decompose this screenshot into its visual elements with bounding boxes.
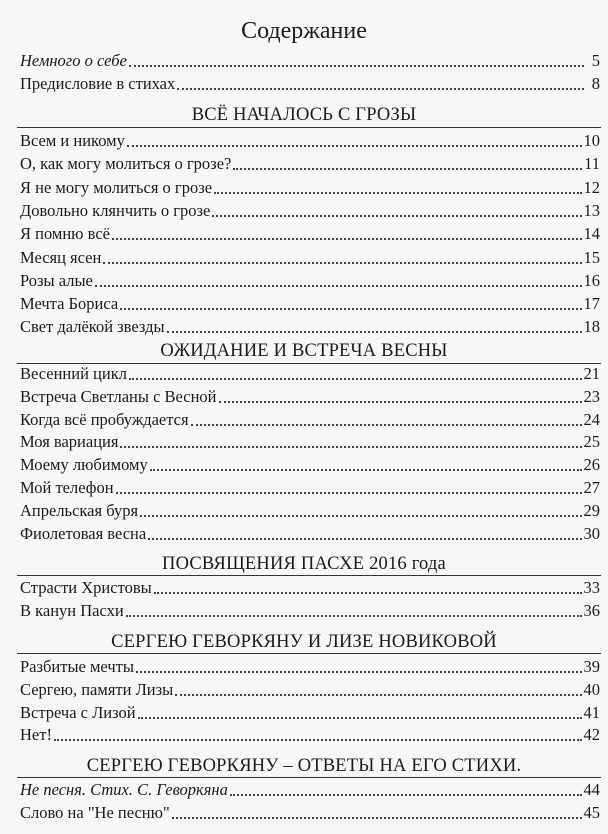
- page-number: 13: [583, 200, 600, 220]
- page-number: 21: [583, 364, 600, 383]
- toc-entry[interactable]: [20, 153, 600, 175]
- dot-leader: [120, 446, 581, 448]
- toc-entry[interactable]: [20, 724, 600, 746]
- entry-title: Месяц ясен: [20, 247, 102, 267]
- page-number: 15: [583, 247, 600, 267]
- page-number: 25: [583, 432, 600, 452]
- page-number: 39: [583, 657, 600, 676]
- page-number: 44: [583, 780, 600, 799]
- toc-entry[interactable]: [20, 386, 600, 408]
- page-number: 33: [583, 578, 600, 597]
- page-number: 18: [583, 317, 600, 337]
- entry-title: О, как могу молиться о грозе?: [20, 154, 232, 174]
- toc-entry[interactable]: [20, 409, 600, 431]
- entry-title: Предисловие в стихах: [20, 74, 176, 93]
- dot-leader: [127, 145, 582, 147]
- section-divider: [17, 777, 601, 778]
- entry-title: Мой телефон: [20, 478, 114, 497]
- dot-leader: [126, 615, 582, 617]
- entry-title: Моя вариация: [20, 432, 119, 452]
- toc-entry[interactable]: [20, 577, 600, 599]
- dot-leader: [129, 378, 582, 380]
- page-number: 29: [583, 500, 600, 520]
- section-heading: ПОСВЯЩЕНИЯ ПАСХЕ 2016 года: [162, 554, 446, 574]
- page-number: 23: [583, 386, 600, 406]
- toc-entry[interactable]: [20, 223, 600, 245]
- section-divider: [17, 127, 601, 128]
- page-title: Содержание: [241, 18, 367, 44]
- toc-entry[interactable]: [20, 316, 600, 338]
- entry-title: Весенний цикл: [20, 364, 127, 383]
- toc-entry[interactable]: [20, 477, 600, 499]
- toc-entry[interactable]: [20, 523, 600, 545]
- dot-leader: [219, 401, 582, 403]
- section-heading: ОЖИДАНИЕ И ВСТРЕЧА ВЕСНЫ: [160, 341, 448, 361]
- section-heading: СЕРГЕЮ ГЕВОРКЯНУ И ЛИЗЕ НОВИКОВОЙ: [111, 632, 497, 652]
- dot-leader: [95, 285, 582, 287]
- toc-entry[interactable]: [20, 247, 600, 269]
- entry-title: Я не могу молиться о грозе: [20, 177, 213, 197]
- page-number: 42: [583, 725, 600, 745]
- toc-entry[interactable]: [20, 363, 600, 385]
- entry-title: Страсти Христовы: [20, 578, 152, 597]
- toc-entry[interactable]: [20, 500, 600, 522]
- page-number: 24: [583, 409, 600, 429]
- toc-entry[interactable]: [20, 454, 600, 476]
- entry-title: Когда всё пробуждается: [20, 409, 189, 429]
- entry-title: Фиолетовая весна: [20, 523, 147, 543]
- page-number: 10: [583, 131, 600, 150]
- dot-leader: [54, 739, 582, 741]
- section-divider: [17, 653, 601, 654]
- page-number: 26: [583, 455, 600, 475]
- dot-leader: [116, 492, 582, 494]
- toc-entry[interactable]: [20, 50, 600, 72]
- entry-title: Немного о себе: [20, 51, 127, 70]
- entry-title: Встреча с Лизой: [20, 702, 136, 722]
- page-number: 27: [583, 478, 600, 497]
- entry-title: Слово на "Не песню": [20, 803, 170, 822]
- entry-title: Разбитые мечты: [20, 657, 134, 676]
- toc-entry[interactable]: [20, 679, 600, 701]
- entry-title: Не песня. Стих. С. Геворкяна: [20, 780, 228, 799]
- page-number: 45: [583, 803, 600, 822]
- section-heading: ВСЁ НАЧАЛОСЬ С ГРОЗЫ: [191, 105, 417, 125]
- toc-entry[interactable]: [20, 656, 600, 678]
- entry-title: Нет!: [20, 725, 52, 745]
- entry-title: Всем и никому: [20, 131, 125, 150]
- dot-leader: [172, 817, 582, 819]
- page-number: 12: [583, 177, 600, 197]
- toc-entry[interactable]: [20, 600, 600, 622]
- toc-entry[interactable]: [20, 177, 600, 199]
- dot-leader: [148, 538, 581, 540]
- dot-leader: [154, 592, 582, 594]
- page-number: 11: [584, 154, 600, 174]
- dot-leader: [136, 671, 582, 673]
- toc-entry[interactable]: [20, 702, 600, 724]
- entry-title: Довольно клянчить о грозе: [20, 200, 211, 220]
- dot-leader: [167, 331, 582, 333]
- page-number: 41: [583, 702, 600, 722]
- page-number: 5: [591, 51, 600, 70]
- toc-entry[interactable]: [20, 293, 600, 315]
- section-divider: [17, 575, 601, 576]
- dot-leader: [138, 717, 582, 719]
- page-number: 16: [583, 270, 600, 290]
- dot-leader: [112, 238, 582, 240]
- dot-leader: [230, 794, 582, 796]
- page-number: 40: [583, 679, 600, 699]
- entry-title: Встреча Светланы с Весной: [20, 386, 217, 406]
- dot-leader: [103, 262, 581, 264]
- dot-leader: [214, 192, 581, 194]
- dot-leader: [140, 515, 581, 517]
- dot-leader: [175, 694, 581, 696]
- dot-leader: [233, 168, 582, 170]
- entry-title: Сергею, памяти Лизы: [20, 679, 174, 699]
- toc-entry[interactable]: [20, 270, 600, 292]
- section-heading: СЕРГЕЮ ГЕВОРКЯНУ – ОТВЕТЫ НА ЕГО СТИХИ.: [86, 756, 522, 776]
- entry-title: Апрельская буря: [20, 500, 139, 520]
- page-number: 30: [583, 523, 600, 543]
- entry-title: Свет далёкой звезды: [20, 317, 165, 337]
- toc-entry[interactable]: [20, 130, 600, 152]
- page-number: 36: [583, 601, 600, 620]
- toc-entry[interactable]: [20, 779, 600, 801]
- page-number: 14: [583, 224, 600, 244]
- entry-title: Я помню всё: [20, 224, 110, 244]
- entry-title: Розы алые: [20, 270, 93, 290]
- toc-entry[interactable]: [20, 73, 600, 95]
- dot-leader: [150, 469, 582, 471]
- toc-entry[interactable]: [20, 431, 600, 453]
- dot-leader: [120, 308, 581, 310]
- page-number: 8: [591, 74, 600, 93]
- entry-title: Моему любимому: [20, 455, 148, 475]
- entry-title: В канун Пасхи: [20, 601, 124, 620]
- toc-entry[interactable]: [20, 200, 600, 222]
- dot-leader: [191, 424, 582, 426]
- dot-leader: [129, 65, 584, 67]
- entry-title: Мечта Бориса: [20, 294, 119, 314]
- page-number: 17: [583, 294, 600, 314]
- dot-leader: [177, 88, 584, 90]
- dot-leader: [212, 215, 581, 217]
- toc-entry[interactable]: [20, 802, 600, 824]
